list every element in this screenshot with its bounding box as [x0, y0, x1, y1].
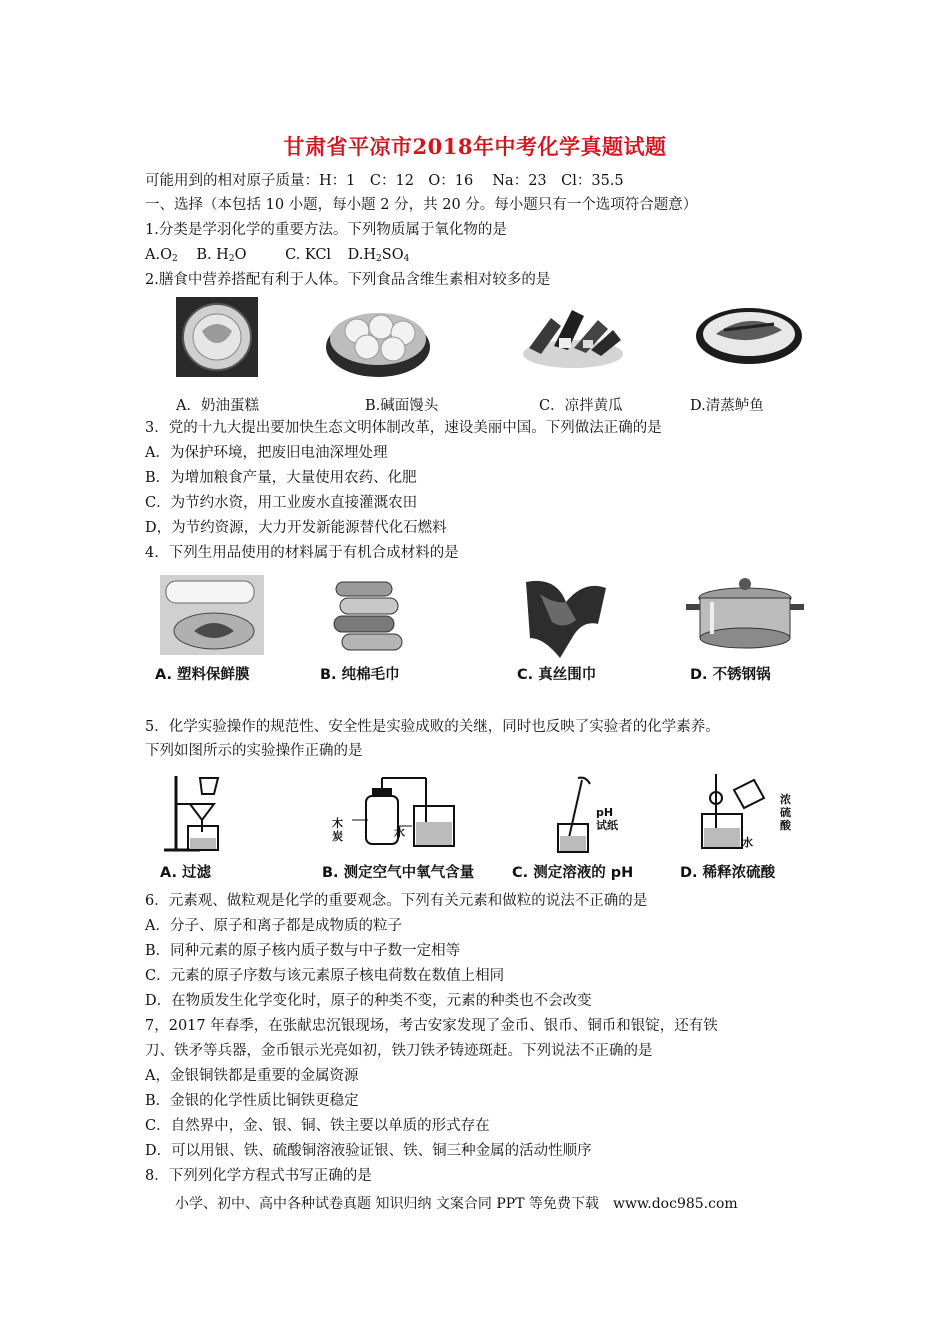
- filtration-diagram: [160, 770, 228, 854]
- q4-stem: 4．下列生用品使用的材料属于有机合成材料的是: [145, 545, 459, 561]
- q5-caption-c: C. 测定溶液的 pH: [512, 865, 634, 881]
- q4-caption-a: A. 塑料保鲜膜: [155, 667, 250, 683]
- q2-caption-d: D.清蒸鲈鱼: [690, 398, 764, 414]
- q7-option-c: C．自然界中，金、银、铜、铁主要以单质的形式存在: [145, 1118, 490, 1134]
- q6-option-c: C．元素的原子序数与该元素原子核电荷数在数值上相同: [145, 968, 505, 984]
- q3-option-a: A．为保护环境，把废旧电油深埋处理: [145, 445, 388, 461]
- q1-option-a: $A.O_2$: [145, 247, 178, 264]
- q1-options: [145, 245, 409, 269]
- label-charcoal: 木炭: [332, 817, 343, 843]
- steamed-bun-image: [323, 297, 433, 379]
- q8-stem: 8．下列列化学方程式书写正确的是: [145, 1168, 372, 1184]
- label-water-d: 水: [742, 836, 753, 849]
- q5-stem-line2: 下列如图所示的实验操作正确的是: [145, 743, 363, 759]
- q6-option-d: D．在物质发生化学变化时，原子的种类不变，元素的种类也不会改变: [145, 993, 592, 1009]
- q1-option-c: C. KCl: [285, 247, 332, 263]
- q7-stem-line2: 刀、铁矛等兵器，金币银示光亮如初，铁刀铁矛铸迹斑赶。下列说法不正确的是: [145, 1043, 653, 1059]
- q7-option-a: A，金银铜铁都是重要的金属资源: [145, 1068, 359, 1084]
- q4-caption-b: B. 纯棉毛巾: [320, 667, 400, 683]
- page-footer: 小学、初中、高中各种试卷真题 知识归纳 文案合同 PPT 等免费下载 www.doc985.com: [175, 1196, 738, 1212]
- cucumber-image: [519, 298, 627, 372]
- label-ph-paper: pH 试纸: [596, 806, 618, 832]
- q3-option-d: D，为节约资源，大力开发新能源替代化石燃料: [145, 520, 447, 536]
- steel-pot-image: [684, 574, 806, 654]
- plastic-wrap-image: [160, 575, 264, 655]
- q3-stem: 3．党的十九大提出要加快生态文明体制改革，速设美丽中国。下列做法正确的是: [145, 420, 662, 436]
- silk-scarf-image: [520, 574, 610, 658]
- q3-option-b: B．为增加粮食产量，大量使用农药、化肥: [145, 470, 417, 486]
- label-concentrated-acid: 浓硫酸: [780, 793, 791, 832]
- q2-caption-a: A．奶油蛋糕: [176, 398, 259, 414]
- q7-stem-line1: 7，2017 年春季，在张献忠沉银现场，考古安家发现了金币、银币、铜币和银锭，还有铁: [145, 1018, 718, 1034]
- section-heading: 一、选择（本包括 10 小题，每小题 2 分，共 20 分。每小题只有一个选项符合题意）: [145, 197, 698, 213]
- q2-caption-c: C．凉拌黄瓜: [539, 398, 623, 414]
- q6-stem: 6．元素观、做粒观是化学的重要观念。下列有关元素和做粒的说法不正确的是: [145, 893, 648, 909]
- q5-caption-d: D. 稀释浓硫酸: [680, 865, 776, 881]
- q7-option-b: B．金银的化学性质比铜铁更稳定: [145, 1093, 359, 1109]
- page-title: 甘肃省平凉市2018年中考化学真题试题: [283, 134, 667, 159]
- q1-stem: 1.分类是学羽化学的重要方法。下列物质属于氧化物的是: [145, 222, 507, 238]
- q1-option-b: B. $H_2O$: [196, 247, 247, 264]
- steamed-fish-image: [694, 296, 804, 368]
- cake-image: [176, 297, 258, 377]
- q2-stem: 2.膳食中营养搭配有利于人体。下列食品含维生素相对较多的是: [145, 272, 551, 288]
- q2-caption-b: B.碱面馒头: [365, 398, 439, 414]
- cotton-towel-image: [326, 574, 414, 658]
- q7-option-d: D．可以用银、铁、硫酸铜溶液验证银、铁、铜三种金属的活动性顺序: [145, 1143, 592, 1159]
- q5-stem-line1: 5．化学实验操作的规范性、安全性是实验成败的关继，同时也反映了实验者的化学素养。: [145, 719, 720, 735]
- label-water-b: 水: [394, 826, 405, 839]
- q1-option-d: $D.H_2SO_4$: [347, 247, 410, 264]
- oxygen-measurement-diagram: [322, 776, 460, 856]
- atomic-mass-line: 可能用到的相对原子质量：H：1 C：12 O：16 Na：23 Cl：35.5: [145, 173, 624, 189]
- q4-caption-c: C. 真丝围巾: [517, 667, 597, 683]
- q4-caption-d: D. 不锈钢锅: [690, 667, 771, 683]
- q5-caption-a: A. 过滤: [160, 865, 212, 881]
- dilute-acid-diagram: [698, 770, 772, 856]
- q6-option-b: B．同种元素的原子核内质子数与中子数一定相等: [145, 943, 461, 959]
- q5-caption-b: B. 测定空气中氧气含量: [322, 865, 475, 881]
- q6-option-a: A．分子、原子和离子都是成物质的粒子: [145, 918, 402, 934]
- q3-option-c: C．为节约水资，用工业废水直接灌溉农田: [145, 495, 418, 511]
